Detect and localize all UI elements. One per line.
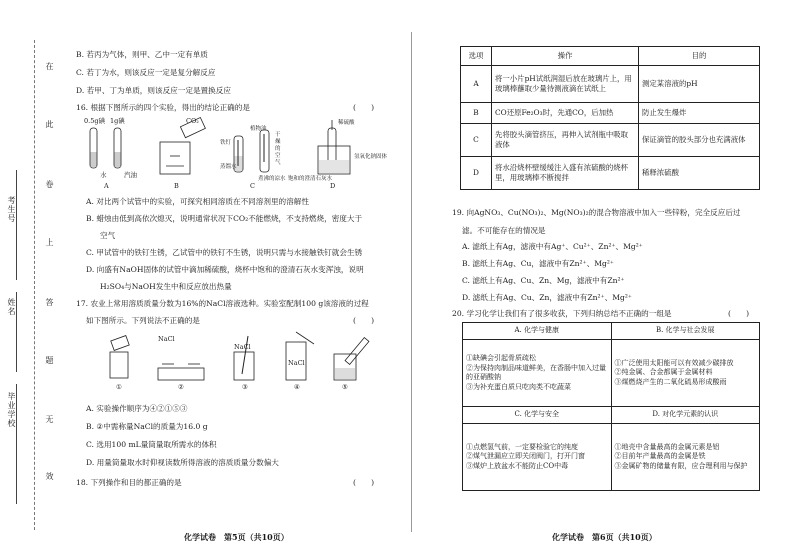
q16-option-d: D. 向盛有NaOH固体的试管中滴加稀硫酸，烧杯中饱和的澄清石灰水变浑浊，说明 bbox=[86, 265, 364, 274]
group-b-item: ②纯金属、合金都属于金属材料 bbox=[614, 368, 713, 377]
group-a-item: ①缺碘会引起骨质疏松 bbox=[466, 354, 536, 362]
q16-d-limewater: 饱和的澄清石灰水 bbox=[288, 176, 333, 182]
q16-letter-b: B bbox=[174, 182, 179, 190]
field-name: 姓名 bbox=[7, 298, 16, 316]
group-a-title: A. 化学与健康 bbox=[463, 323, 612, 340]
q16-a-gasoline: 汽油 bbox=[124, 171, 137, 179]
q16-letter-c: C bbox=[250, 182, 255, 190]
page-divider bbox=[411, 32, 412, 532]
q16-c-boiled: 煮沸的凉水 bbox=[258, 176, 286, 182]
q16-stem: 16. 根据下图所示的四个实验，得出的结论正确的是 bbox=[76, 103, 250, 112]
field-line bbox=[16, 384, 17, 504]
q17-step-4: ④ bbox=[294, 383, 300, 391]
q16-d-acid: 稀硫酸 bbox=[338, 120, 355, 126]
q16-option-d-cont: H₂SO₄与NaOH发生中和反应放出热量 bbox=[100, 282, 232, 291]
group-d-item: ①地壳中含量最高的金属元素是铝 bbox=[614, 442, 720, 451]
q17-step-1: ① bbox=[116, 383, 122, 391]
q16-option-a: A. 对比两个试管中的实验，可探究相同溶质在不同溶剂里的溶解性 bbox=[86, 197, 309, 206]
q17-step-5: ⑤ bbox=[342, 383, 348, 391]
q16-a-label-1: 0.5g碘 bbox=[84, 117, 105, 125]
group-b-items bbox=[611, 340, 760, 407]
header-option: 选项 bbox=[461, 47, 492, 66]
q20-table bbox=[462, 322, 760, 491]
group-c-item: ②煤气泄漏应立即关闭阀门，打开门窗 bbox=[466, 452, 585, 461]
group-a-items bbox=[463, 340, 612, 407]
q16-option-c: C. 甲试管中的铁钉生锈，乙试管中的铁钉不生锈，说明只需与水接触铁钉就会生锈 bbox=[86, 248, 363, 257]
q16-b-gas: CO₂ bbox=[186, 117, 199, 125]
gutter-word: 在 bbox=[45, 62, 54, 71]
gutter-word: 上 bbox=[45, 238, 54, 247]
gutter-word: 题 bbox=[45, 356, 54, 365]
q16-option-b: B. 蜡烛由低到高依次熄灭，说明通常状况下CO₂不能燃烧，不支持燃烧，密度大于 bbox=[86, 214, 363, 223]
row-a-operation: 将一小片pH试纸润湿后放在玻璃片上，用玻璃棒蘸取少量待测液滴在试纸上 bbox=[492, 66, 639, 103]
group-c-items bbox=[463, 424, 612, 491]
group-b-title: B. 化学与社会发展 bbox=[611, 323, 760, 340]
q19-option-d: D. 滤纸上有Ag、Cu、Zn，滤液中有Zn²⁺、Mg²⁺ bbox=[462, 293, 632, 302]
row-c-purpose: 保证滴管的胶头部分也充满液体 bbox=[639, 124, 760, 157]
gutter-word: 无 bbox=[45, 415, 54, 424]
row-d-purpose: 稀释浓硫酸 bbox=[639, 157, 760, 190]
q17-option-c: C. 选用100 mL量筒量取所需水的体积 bbox=[86, 440, 217, 449]
q19-stem-2: 滤。不可能存在的情况是 bbox=[462, 226, 546, 235]
group-c-item: ③煤炉上放盆水不能防止CO中毒 bbox=[466, 461, 569, 470]
q16-figure bbox=[82, 116, 392, 194]
field-exam-number: 考生号 bbox=[7, 196, 16, 223]
q16-letter-a: A bbox=[104, 182, 109, 190]
row-d-option: D bbox=[461, 157, 492, 190]
q17-step-3: ③ bbox=[242, 383, 248, 391]
q16-figure-svg bbox=[82, 116, 392, 194]
q15-option-b: B. 若丙为气体，则甲、乙中一定有单质 bbox=[76, 50, 208, 59]
q16-option-b-cont: 空气 bbox=[100, 231, 116, 240]
header-operation: 操作 bbox=[492, 47, 639, 66]
row-b-purpose: 防止发生爆炸 bbox=[639, 103, 760, 124]
row-b-operation: CO还原Fe₂O₃时，先通CO，后加热 bbox=[492, 103, 639, 124]
page-footer-right: 化学试卷 第6页（共10页） bbox=[552, 532, 657, 542]
q17-nacl-1: NaCl bbox=[158, 335, 175, 343]
q19-option-b: B. 滤纸上有Ag、Cu，滤液中有Zn²⁺、Mg²⁺ bbox=[462, 259, 614, 268]
group-d-item: ②目前年产量最高的金属是铁 bbox=[614, 452, 706, 461]
table-row bbox=[463, 323, 760, 340]
row-b-option: B bbox=[461, 103, 492, 124]
table-row bbox=[461, 157, 760, 190]
row-c-operation: 先将胶头滴管挤压，再伸入试剂瓶中吸取液体 bbox=[492, 124, 639, 157]
q20-stem: 20. 学习化学让我们有了很多收获，下列归纳总结不正确的一组是 bbox=[452, 309, 672, 318]
group-d-title: D. 对化学元素的认识 bbox=[611, 407, 760, 424]
gutter-word: 卷 bbox=[45, 180, 54, 189]
row-d-operation: 将水沿烧杯壁缓缓注入盛有浓硫酸的烧杯里，用玻璃棒不断搅拌 bbox=[492, 157, 639, 190]
row-a-purpose: 测定某溶液的pH bbox=[639, 66, 760, 103]
q18-table bbox=[460, 46, 760, 190]
q19-option-a: A. 滤纸上有Ag，滤液中有Ag⁺、Cu²⁺、Zn²⁺、Mg²⁺ bbox=[462, 242, 643, 251]
page-footer-left: 化学试卷 第5页（共10页） bbox=[184, 532, 289, 542]
q15-option-c: C. 若丁为水，则该反应一定是复分解反应 bbox=[76, 68, 216, 77]
group-c-title: C. 化学与安全 bbox=[463, 407, 612, 424]
row-a-option: A bbox=[461, 66, 492, 103]
table-row bbox=[461, 124, 760, 157]
group-c-item: ①点燃氢气前，一定要检验它的纯度 bbox=[466, 442, 578, 451]
q16-letter-d: D bbox=[330, 182, 336, 190]
table-row bbox=[461, 103, 760, 124]
table-row bbox=[463, 407, 760, 424]
q16-d-naoh: 氢氧化钠固体 bbox=[354, 154, 388, 160]
q17-stem-1: 17. 农业上常用溶质质量分数为16%的NaCl溶液选种。实验室配制100 g该溶液的过程 bbox=[76, 299, 369, 308]
binding-line bbox=[34, 40, 35, 530]
q16-answer-bracket: ( ) bbox=[353, 103, 375, 112]
header-purpose: 目的 bbox=[639, 47, 760, 66]
q16-c-nail: 铁钉 bbox=[220, 140, 232, 146]
group-b-item: ③煤燃烧产生的二氧化硫易形成酸雨 bbox=[614, 377, 727, 386]
gutter-word: 答 bbox=[45, 298, 54, 307]
q20-answer-bracket: ( ) bbox=[728, 309, 750, 318]
field-school: 毕业学校 bbox=[7, 392, 16, 428]
q18-answer-bracket: ( ) bbox=[353, 478, 375, 487]
q16-c-water: 蒸馏水 bbox=[220, 164, 237, 170]
group-b-item: ①广泛使用太阳能可以有效减少碳排放 bbox=[614, 358, 734, 367]
q17-step-2: ② bbox=[178, 383, 184, 391]
q16-c-oil: 植物油 bbox=[250, 126, 267, 132]
q17-answer-bracket: ( ) bbox=[353, 316, 375, 325]
group-a-item: ②为保持肉制品味道鲜美，在香肠中加入过量的亚硝酸钠 bbox=[466, 363, 606, 381]
gutter-word: 效 bbox=[45, 472, 54, 481]
q17-option-b: B. ②中需称量NaCl的质量为16.0 g bbox=[86, 422, 208, 431]
group-d-item: ③金属矿物的储量有限，应合理利用与保护 bbox=[614, 461, 748, 470]
field-line bbox=[16, 170, 17, 280]
q19-stem-1: 19. 向AgNO₃、Cu(NO₃)₂、Mg(NO₃)₂的混合物溶液中加入一些锌粉，完全反应后过 bbox=[452, 208, 741, 217]
table-row bbox=[463, 340, 760, 407]
q17-figure bbox=[96, 330, 396, 392]
table-row bbox=[461, 66, 760, 103]
table-header bbox=[461, 47, 760, 66]
q15-option-d: D. 若甲、丁为单质，则该反应一定是置换反应 bbox=[76, 86, 231, 95]
q17-nacl-3: NaCl bbox=[288, 359, 305, 367]
q16-c-air: 干燥的空气 bbox=[275, 132, 281, 166]
q17-option-a: A. 实验操作顺序为④②①⑤③ bbox=[86, 404, 188, 413]
field-line bbox=[16, 292, 17, 372]
group-a-item: ③为补充蛋白质只吃肉类不吃蔬菜 bbox=[466, 382, 571, 391]
q16-a-label-2: 1g碘 bbox=[110, 117, 125, 125]
q17-nacl-2: NaCl bbox=[234, 343, 251, 351]
q19-option-c: C. 滤纸上有Ag、Cu、Zn、Mg，滤液中有Zn²⁺ bbox=[462, 276, 625, 285]
q18-stem: 18. 下列操作和目的都正确的是 bbox=[76, 478, 182, 487]
row-c-option: C bbox=[461, 124, 492, 157]
gutter-word: 此 bbox=[45, 120, 54, 129]
q16-a-water: 水 bbox=[100, 171, 107, 179]
q17-option-d: D. 用量筒量取水时仰视读数所得溶液的溶质质量分数偏大 bbox=[86, 458, 279, 467]
table-row bbox=[463, 424, 760, 491]
q17-stem-2: 如下图所示。下列说法不正确的是 bbox=[86, 316, 200, 325]
group-d-items bbox=[611, 424, 760, 491]
